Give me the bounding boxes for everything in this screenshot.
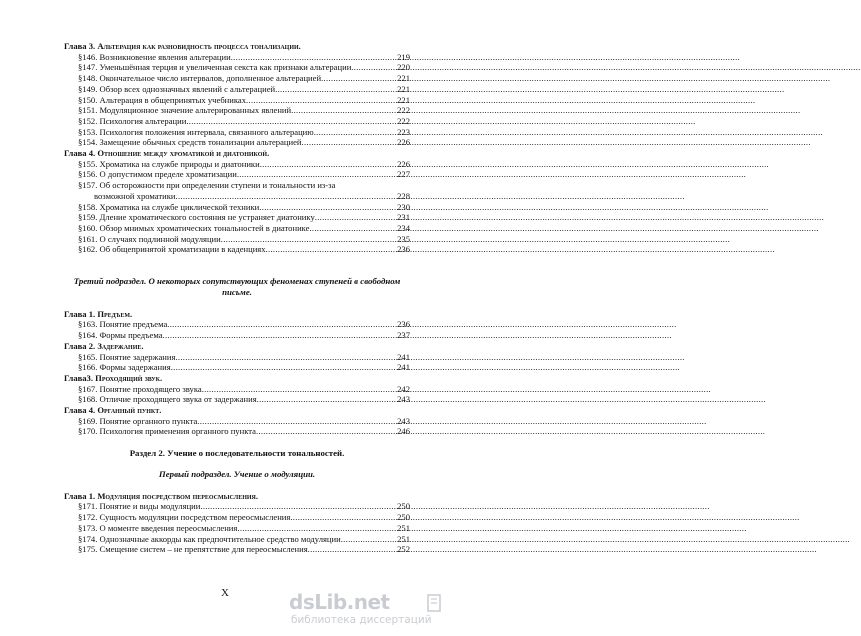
dot-leader	[186, 116, 397, 127]
dot-leader	[200, 501, 397, 512]
chapter-heading	[64, 148, 410, 159]
toc-entry-title: §157. Об осторожности при определении ступени и тональности из-за	[78, 180, 336, 191]
toc-entry	[64, 212, 410, 223]
toc-entry-page: 235	[397, 233, 410, 244]
toc-entry-title: §164. Формы предъема	[78, 330, 163, 341]
toc-entry-title: §155. Хроматика на службе природы и диатоники	[78, 158, 260, 169]
toc-entry-page: 220	[397, 62, 410, 73]
dot-leader	[275, 84, 397, 95]
toc-entry	[64, 202, 410, 213]
dot-leader	[221, 234, 397, 245]
chapter-label: Глава 3.	[64, 41, 96, 51]
toc-entry-title: §163. Понятие предъема	[78, 319, 168, 330]
toc-entry	[64, 159, 410, 170]
toc-entry-title: §156. О допустимом пределе хроматизации	[78, 169, 237, 180]
toc-entry-title: §168. Отличие проходящего звука от задержания	[78, 394, 257, 405]
toc-entry-page: 234	[397, 222, 410, 233]
toc-entry-page: 223	[397, 126, 410, 137]
toc-entry	[64, 523, 410, 534]
dot-leader	[171, 362, 397, 373]
chapter-heading	[64, 41, 410, 52]
toc-entry-page: 250	[397, 512, 410, 523]
toc-entry	[64, 512, 410, 523]
dot-leader	[308, 544, 397, 555]
chapter-title: Отношение между хроматикой и диатоникой.	[97, 148, 270, 159]
dot-leader	[302, 137, 398, 148]
toc-entry-title: §147. Уменьшённая терция и увеличенная секста как признаки альтерации	[78, 62, 352, 73]
toc-entry-page: 222	[397, 105, 410, 116]
chapter-title: Органный пункт.	[97, 405, 162, 416]
toc-entry-title: §149. Обзор всех однозначных явлений с альтерацией	[78, 83, 276, 94]
watermark-caption: библиотека диссертаций	[291, 614, 432, 626]
spacer	[64, 480, 410, 491]
toc-entry-page: 230	[397, 201, 410, 212]
dot-leader	[309, 223, 397, 234]
toc-entry-page: 228	[397, 190, 410, 201]
toc-entry-page: 246	[397, 426, 410, 437]
toc-entry-page: 243	[397, 415, 410, 426]
chapter-heading	[64, 405, 410, 416]
spacer	[64, 437, 410, 448]
toc-entry-title: §170. Психология применения органного пункта	[78, 426, 256, 437]
chapter-label: Глава 4.	[64, 405, 96, 416]
dot-leader	[163, 330, 398, 341]
book-icon	[427, 594, 441, 612]
toc-entry	[64, 223, 410, 234]
toc-entry	[64, 62, 410, 73]
toc-entry-title: §160. Обзор мнимых хроматических тональностей в диатонике	[78, 222, 310, 233]
toc-entry-page: 241	[397, 362, 410, 373]
toc-entry-page: 226	[397, 137, 410, 148]
dot-leader	[351, 62, 397, 73]
toc-entry-title: §148. Окончательное число интервалов, дополненное альтерацией	[78, 73, 322, 84]
dot-leader	[202, 384, 397, 395]
dot-leader	[237, 169, 397, 180]
toc-entry	[64, 52, 410, 63]
toc-entry-title: §166. Формы задержания	[78, 362, 171, 373]
dot-leader	[321, 73, 397, 84]
chapter-heading	[64, 309, 410, 320]
toc-entry	[64, 426, 410, 437]
chapter-label: Глава3.	[64, 372, 93, 383]
toc-entry-title: §173. О моменте введения переосмысления	[78, 522, 238, 533]
dot-leader	[175, 352, 397, 363]
toc-entry-title: §146. Возникновение явления альтерации	[78, 51, 231, 62]
spacer	[64, 266, 410, 277]
dot-leader	[290, 512, 397, 523]
toc-entry	[64, 544, 410, 555]
subsection-heading: Третий подраздел. О некоторых сопутствующих феноменах ступеней в свободном письме.	[73, 276, 401, 298]
toc-entry-title: §171. Понятие и виды модуляции	[78, 501, 201, 512]
subsection-heading: Первый подраздел. Учение о модуляции.	[158, 469, 316, 480]
toc-entry-page: 236	[397, 244, 410, 255]
toc-entry-page: 221	[397, 94, 410, 105]
toc-entry-page: 242	[397, 383, 410, 394]
dot-leader	[256, 426, 397, 437]
toc-entry	[64, 384, 410, 395]
dot-leader	[167, 319, 397, 330]
chapter-title: Альтерация как разновидность процесса тонализации.	[97, 41, 301, 51]
toc-entry-title: §151. Модуляционное значение альтерированных явлений	[78, 105, 292, 116]
chapter-heading	[64, 491, 410, 502]
toc-entry-title: §159. Дление хроматического состояния не устраняет диатонику	[78, 212, 315, 223]
toc-entry	[64, 416, 410, 427]
toc-entry-title: §172. Сущность модуляции посредством переосмысления	[78, 512, 291, 523]
toc-entry	[64, 501, 410, 512]
toc-entry	[64, 105, 410, 116]
toc-entry-page: 221	[397, 73, 410, 84]
toc-entry-page: 237	[397, 330, 410, 341]
toc-entry	[64, 169, 410, 180]
chapter-label: Глава 1.	[64, 308, 96, 319]
dot-leader	[266, 244, 398, 255]
toc-entry-title: §158. Хроматика на службе циклической техники	[78, 201, 260, 212]
chapter-heading	[64, 373, 410, 384]
toc-entry	[64, 330, 410, 341]
page-number: X	[221, 587, 229, 599]
toc-entry-page: 221	[397, 83, 410, 94]
toc-entry-title: §165. Понятие задержания	[78, 351, 176, 362]
toc-entry	[64, 352, 410, 363]
toc-entry-page: 227	[397, 169, 410, 180]
dot-leader	[246, 95, 397, 106]
chapter-label: Глава 1.	[64, 490, 96, 501]
toc-entry-title: §161. О случаях подлинной модуляции	[78, 233, 221, 244]
toc-entry-page: 219	[397, 51, 410, 62]
toc-entry	[64, 244, 410, 255]
toc-entry	[64, 73, 410, 84]
toc-entry	[64, 234, 410, 245]
toc-entry	[64, 191, 410, 202]
toc-entry	[64, 95, 410, 106]
toc-entry-title: §154. Замещение обычных средств тонализации альтерацией	[78, 137, 302, 148]
toc-entry	[64, 362, 410, 373]
toc-entry-title: §162. Об общепринятой хроматизации в каденциях	[78, 244, 266, 255]
toc-entry	[64, 534, 410, 545]
chapter-label: Глава 4.	[64, 148, 96, 159]
dot-leader	[197, 416, 397, 427]
toc-entry	[64, 180, 410, 191]
toc-entry	[64, 394, 410, 405]
dot-leader	[257, 394, 397, 405]
toc-entry-page: 226	[397, 158, 410, 169]
toc-entry	[64, 84, 410, 95]
toc-entry-title: §150. Альтерация в общепринятых учебниках	[78, 94, 247, 105]
toc-entry	[64, 137, 410, 148]
dot-leader	[176, 191, 398, 202]
section-heading: Раздел 2. Учение о последовательности тональностей.	[129, 447, 345, 458]
toc-entry-page: 250	[397, 501, 410, 512]
spacer	[64, 298, 410, 309]
chapter-heading	[64, 341, 410, 352]
spacer	[64, 459, 410, 470]
toc-entry-page: 251	[397, 522, 410, 533]
chapter-title: Проходящий звук.	[95, 372, 163, 383]
chapter-title: Задержание.	[97, 340, 144, 351]
toc-entry-title: §169. Понятие органного пункта	[78, 415, 198, 426]
toc-entry-title: §175. Смещение систем – не препятствие для переосмысления	[78, 544, 308, 555]
dot-leader	[314, 127, 397, 138]
toc-entry	[64, 116, 410, 127]
watermark	[289, 590, 445, 630]
chapter-title: Модуляция посредством переосмысления.	[97, 490, 259, 501]
dot-leader	[341, 534, 397, 545]
toc-entry-page: 236	[397, 319, 410, 330]
toc-entry-title: §174. Однозначные аккорды как предпочтительное средство модуляции	[78, 533, 341, 544]
toc-entry-page: 251	[397, 533, 410, 544]
table-of-contents	[64, 41, 410, 555]
toc-entry-page: 243	[397, 394, 410, 405]
toc-entry-page: 252	[397, 544, 410, 555]
toc-entry-page: 241	[397, 351, 410, 362]
toc-entry-page: 222	[397, 115, 410, 126]
toc-entry-page: 231	[397, 212, 410, 223]
watermark-logo: dsLib.net	[289, 590, 390, 614]
dot-leader	[291, 105, 397, 116]
toc-entry-title: §167. Понятие проходящего звука	[78, 383, 202, 394]
chapter-label: Глава 2.	[64, 340, 96, 351]
dot-leader	[231, 52, 397, 63]
spacer	[64, 255, 410, 266]
dot-leader	[260, 159, 397, 170]
toc-entry-title: §152. Психология альтерации	[78, 115, 187, 126]
toc-entry-title: §153. Психология положения интервала, связанного альтерацию	[78, 126, 314, 137]
dot-leader	[259, 202, 397, 213]
toc-entry-title: возможной хроматики	[94, 190, 176, 201]
toc-entry	[64, 319, 410, 330]
dot-leader	[315, 212, 397, 223]
toc-entry	[64, 127, 410, 138]
chapter-title: Предъем.	[97, 308, 133, 319]
dot-leader	[237, 523, 397, 534]
